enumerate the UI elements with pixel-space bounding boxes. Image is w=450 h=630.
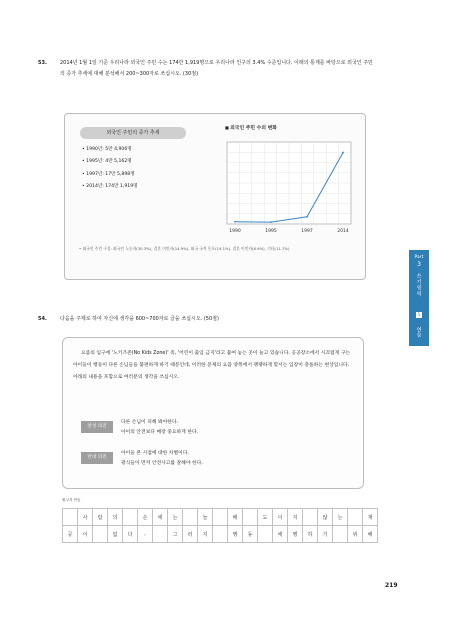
grid-row — [63, 509, 378, 526]
grid-cell: 해 — [363, 526, 378, 543]
fact-item: • 1997년: 17만 5,898명 — [82, 169, 138, 181]
condition-tag: 찬성 의견 — [81, 421, 113, 433]
question-text: 다음을 주제로 하여 자신에 생각을 600~700자로 글을 쓰십시오. (50점) — [60, 316, 219, 322]
x-tick-label: 2014 — [337, 229, 349, 234]
info-box-title: 외국인 주민의 증가 추세 — [80, 127, 186, 139]
grid-cell: 사 — [78, 509, 93, 526]
x-tick-label: 1990 — [229, 229, 241, 234]
grid-cell: 행 — [288, 526, 303, 543]
condition-line: 다른 손님이 피해 봐야한다. — [121, 420, 179, 425]
question-54 — [38, 314, 376, 325]
grid-cell — [63, 509, 78, 526]
section-badge: 1 — [417, 312, 421, 317]
part-tab — [409, 250, 429, 322]
facts-list — [82, 144, 138, 194]
grid-cell: 는 — [168, 509, 183, 526]
grid-cell: 에 — [153, 509, 168, 526]
data-point — [306, 216, 308, 218]
grid-cell: , — [138, 526, 153, 543]
grid-cell — [303, 509, 318, 526]
condition-line: 아이들 본 시점에 대한 차별이다. — [121, 451, 189, 456]
grid-cell: 지 — [198, 526, 213, 543]
grid-cell: 동 — [243, 526, 258, 543]
part-label: Part — [414, 255, 424, 260]
chart-title: ■ 외국인 주민 수의 변화 — [225, 124, 277, 131]
x-tick-label: 1995 — [265, 229, 277, 234]
grid-cell: 늘 — [198, 509, 213, 526]
grid-cell: 하 — [303, 526, 318, 543]
grid-cell: 지 — [288, 509, 303, 526]
grid-cell: 에 — [273, 526, 288, 543]
grid-cell: 다 — [123, 526, 138, 543]
line-chart — [219, 136, 359, 241]
chart-footnote: • 외국인 주민 구성: 외국인 노동자(30.3%), 결혼 이민자(14.9%), 외국 국적 동포(19.1%), 결혼 이민자(8.9%), 기타(11.7%) — [79, 246, 290, 251]
grid-cell — [93, 526, 108, 543]
question-number: 53. — [38, 60, 47, 66]
question-number: 54. — [38, 316, 47, 322]
section-tab — [409, 322, 429, 346]
passage-text: 요즘의 입구에 '노키즈존(No Kids Zone)' 즉, '어린이 출입 금지'라고 붙여 놓는 곳이 늘고 있습니다. 공공장소에서 시끄럽게 구는 아이들이 행동이 다른 손님들을 불편하게 하기 때문인데, 이러한 문제의 요즘 양쪽에서 팽팽하게 맞서는 입장이 충돌하는 현상입니다. 아래의 내용을 포함으로 여러분의 생각을 쓰십시오. — [73, 351, 351, 380]
grid-cell: 손 — [138, 509, 153, 526]
grid-cell: 공 — [63, 526, 78, 543]
grid-cell — [258, 526, 273, 543]
grid-cell — [348, 509, 363, 526]
condition-line: 광식들이 먼저 안전사고를 잘해야 한다. — [121, 460, 203, 466]
grid-label: 원고지 연습 — [62, 498, 81, 502]
grid-cell — [213, 509, 228, 526]
condition-pro — [81, 417, 341, 443]
section-label: 쓰기영역 — [415, 273, 422, 297]
grid-cell: 의 — [108, 509, 123, 526]
condition-line: 아이의 안전보다 매장 중요하게 한다. — [121, 429, 199, 435]
fact-item: • 2014년: 174만 1,919명 — [82, 181, 138, 193]
data-point — [270, 221, 272, 223]
grid-cell: 없 — [108, 526, 123, 543]
manuscript-grid — [62, 508, 378, 543]
grid-cell: 는 — [333, 509, 348, 526]
grid-cell: 람 — [93, 509, 108, 526]
question-53 — [38, 58, 376, 79]
grid-cell: 행 — [228, 526, 243, 543]
condition-con — [81, 448, 341, 474]
grid-cell — [333, 526, 348, 543]
grid-cell: 배 — [228, 509, 243, 526]
question-text: 2014년 1월 1일 기준 우리나라 외국인 주민 수는 174만 1,919명으로 우리나라 인구의 3.4% 수준입니다. 이래의 통계를 바탕으로 외국인 주민의 증가 추세에 대해 분석해서 200~300자로 쓰십시오. (30점) — [60, 60, 373, 77]
grid-cell: 재 — [363, 509, 378, 526]
info-box — [64, 113, 366, 280]
grid-cell: 도 — [258, 509, 273, 526]
grid-cell — [183, 509, 198, 526]
section-tab-label: 연습 — [415, 327, 422, 337]
grid-row — [63, 526, 378, 543]
condition-text — [121, 418, 198, 437]
grid-cell: 않 — [318, 509, 333, 526]
fact-item: • 1990년: 5만 4,906명 — [82, 144, 138, 156]
grid-cell — [243, 509, 258, 526]
grid-cell: 이 — [273, 509, 288, 526]
grid-cell — [153, 526, 168, 543]
grid-cell — [123, 509, 138, 526]
data-point — [234, 221, 236, 223]
grid-cell: 기 — [318, 526, 333, 543]
condition-text — [121, 449, 203, 468]
grid-cell: 이 — [78, 526, 93, 543]
passage-box — [62, 337, 364, 489]
page-number: 219 — [385, 582, 398, 589]
grid-cell: 러 — [183, 526, 198, 543]
data-point — [342, 152, 344, 154]
condition-tag: 반대 의견 — [81, 452, 113, 464]
grid-cell — [213, 526, 228, 543]
grid-cell: 그 — [168, 526, 183, 543]
fact-item: • 1995년: 4만 5,162명 — [82, 156, 138, 168]
x-tick-label: 1997 — [301, 229, 313, 234]
part-number: 3 — [417, 261, 421, 268]
grid-cell: 위 — [348, 526, 363, 543]
